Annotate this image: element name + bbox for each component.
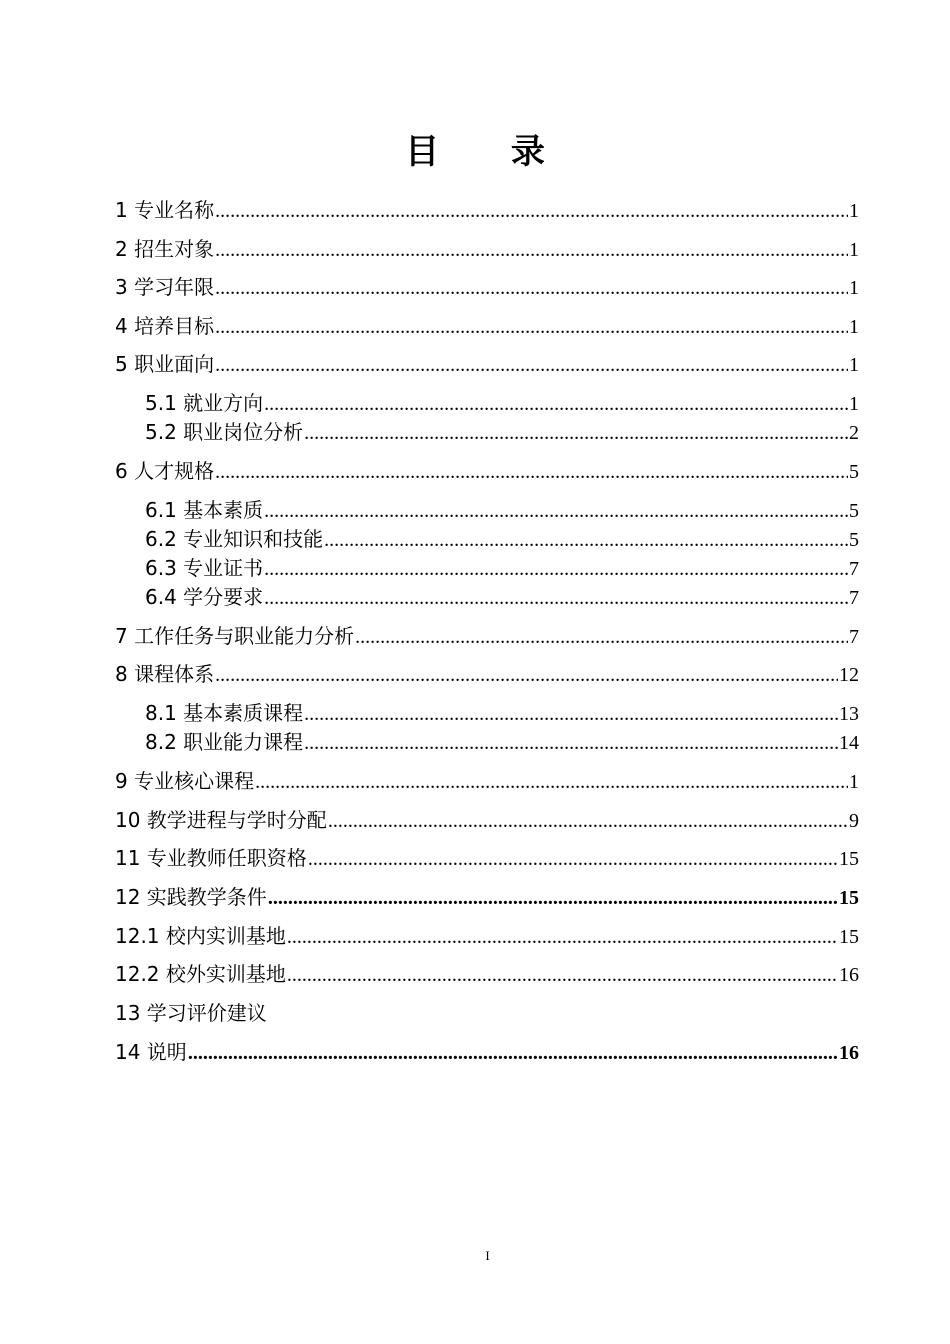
toc-page-number: 7 bbox=[849, 587, 859, 609]
toc-page-number: 2 bbox=[849, 422, 859, 444]
toc-page-number: 13 bbox=[839, 703, 859, 725]
toc-page-number: 15 bbox=[839, 926, 859, 948]
toc-subentry[interactable] bbox=[145, 418, 859, 447]
toc-entry-label: 6.1 基本素质 bbox=[145, 498, 264, 522]
toc-page-number: 1 bbox=[849, 277, 859, 299]
toc-leader-dots bbox=[304, 419, 848, 447]
toc-leader-dots bbox=[188, 1039, 838, 1067]
toc-entry[interactable] bbox=[115, 1038, 859, 1067]
toc-entry[interactable] bbox=[115, 273, 859, 302]
toc-leader-dots bbox=[215, 274, 848, 302]
toc-entry[interactable] bbox=[115, 312, 859, 341]
toc-page-number: 1 bbox=[849, 354, 859, 376]
toc-subentry[interactable] bbox=[145, 525, 859, 554]
toc-page-number: 16 bbox=[839, 964, 859, 986]
toc-entry-label: 8.1 基本素质课程 bbox=[145, 701, 304, 725]
toc-leader-dots bbox=[264, 497, 848, 525]
toc-entry-label: 5.1 就业方向 bbox=[145, 391, 264, 415]
toc-page-number: 15 bbox=[839, 848, 859, 870]
toc-subentry[interactable] bbox=[145, 583, 859, 612]
toc-entry[interactable] bbox=[115, 350, 859, 379]
toc-leader-dots bbox=[215, 351, 848, 379]
toc-entry[interactable] bbox=[115, 844, 859, 873]
toc-entry-label: 8.2 职业能力课程 bbox=[145, 730, 304, 754]
toc-page-number: 14 bbox=[839, 732, 859, 754]
toc-entry-label: 5 职业面向 bbox=[115, 352, 215, 376]
toc-entry-label: 8 课程体系 bbox=[115, 662, 215, 686]
toc-page-number: 1 bbox=[849, 316, 859, 338]
toc-leader-dots bbox=[264, 555, 848, 583]
toc-entry[interactable] bbox=[115, 922, 859, 951]
toc-entry-label: 3 学习年限 bbox=[115, 275, 215, 299]
toc-leader-dots bbox=[304, 729, 838, 757]
toc-entry-label: 12.2 校外实训基地 bbox=[115, 962, 286, 986]
toc-entry[interactable] bbox=[115, 883, 859, 912]
toc-entry[interactable] bbox=[115, 960, 859, 989]
toc-subentry[interactable] bbox=[145, 554, 859, 583]
toc-entry[interactable] bbox=[115, 999, 859, 1027]
toc-leader-dots bbox=[215, 236, 848, 264]
toc-page-number: 15 bbox=[839, 887, 859, 909]
toc-entry-label: 5.2 职业岗位分析 bbox=[145, 420, 304, 444]
toc-page-number: 16 bbox=[839, 1042, 859, 1064]
toc-entry-label: 13 学习评价建议 bbox=[115, 1001, 267, 1025]
toc-leader-dots bbox=[324, 526, 848, 554]
toc-leader-dots bbox=[308, 845, 838, 873]
toc-leader-dots bbox=[255, 768, 848, 796]
toc-entry[interactable] bbox=[115, 767, 859, 796]
toc-leader-dots bbox=[215, 197, 848, 225]
toc-entry-label: 11 专业教师任职资格 bbox=[115, 846, 307, 870]
toc-page-number: 5 bbox=[849, 500, 859, 522]
toc-entry-label: 2 招生对象 bbox=[115, 237, 215, 261]
toc-leader-dots bbox=[355, 623, 848, 651]
toc-entry-label: 9 专业核心课程 bbox=[115, 769, 255, 793]
toc-subentry[interactable] bbox=[145, 728, 859, 757]
toc-leader-dots bbox=[264, 390, 848, 418]
page-title: 目 录 bbox=[405, 132, 575, 172]
toc-entry[interactable] bbox=[115, 235, 859, 264]
toc-entry[interactable] bbox=[115, 806, 859, 835]
toc-entry-label: 6.3 专业证书 bbox=[145, 556, 264, 580]
toc-subentry[interactable] bbox=[145, 496, 859, 525]
toc-page-number: 1 bbox=[849, 239, 859, 261]
toc-leader-dots bbox=[304, 700, 838, 728]
toc-leader-dots bbox=[215, 661, 838, 689]
toc-page-number: 12 bbox=[839, 664, 859, 686]
toc-subentry[interactable] bbox=[145, 699, 859, 728]
toc-entry-label: 6 人才规格 bbox=[115, 459, 215, 483]
toc-entry-label: 14 说明 bbox=[115, 1040, 187, 1064]
toc-page-number: 7 bbox=[849, 558, 859, 580]
toc-leader-dots bbox=[215, 458, 848, 486]
toc-entry[interactable] bbox=[115, 457, 859, 486]
toc-page-number: 5 bbox=[849, 461, 859, 483]
toc-entry[interactable] bbox=[115, 196, 859, 225]
toc-subentry[interactable] bbox=[145, 389, 859, 418]
toc-entry-label: 7 工作任务与职业能力分析 bbox=[115, 624, 355, 648]
toc-entry[interactable] bbox=[115, 622, 859, 651]
toc-page-number: 9 bbox=[849, 810, 859, 832]
toc-page-number: 7 bbox=[849, 626, 859, 648]
toc-entry-label: 10 教学进程与学时分配 bbox=[115, 808, 327, 832]
toc-leader-dots bbox=[215, 313, 848, 341]
page-number-footer: I bbox=[485, 1248, 490, 1263]
toc-entry-label: 1 专业名称 bbox=[115, 198, 215, 222]
toc-leader-dots bbox=[287, 961, 838, 989]
toc-entry[interactable] bbox=[115, 660, 859, 689]
toc-entry-label: 4 培养目标 bbox=[115, 314, 215, 338]
toc-page-number: 5 bbox=[849, 529, 859, 551]
toc-leader-dots bbox=[328, 807, 848, 835]
toc-page-number: 1 bbox=[849, 771, 859, 793]
toc-entry-label: 6.2 专业知识和技能 bbox=[145, 527, 324, 551]
toc-entry-label: 6.4 学分要求 bbox=[145, 585, 264, 609]
toc-page-number: 1 bbox=[849, 200, 859, 222]
toc-leader-dots bbox=[264, 584, 848, 612]
toc-page-number: 1 bbox=[849, 393, 859, 415]
toc-leader-dots bbox=[268, 884, 838, 912]
toc-entry-label: 12.1 校内实训基地 bbox=[115, 924, 286, 948]
toc-entry-label: 12 实践教学条件 bbox=[115, 885, 267, 909]
toc-leader-dots bbox=[287, 923, 838, 951]
